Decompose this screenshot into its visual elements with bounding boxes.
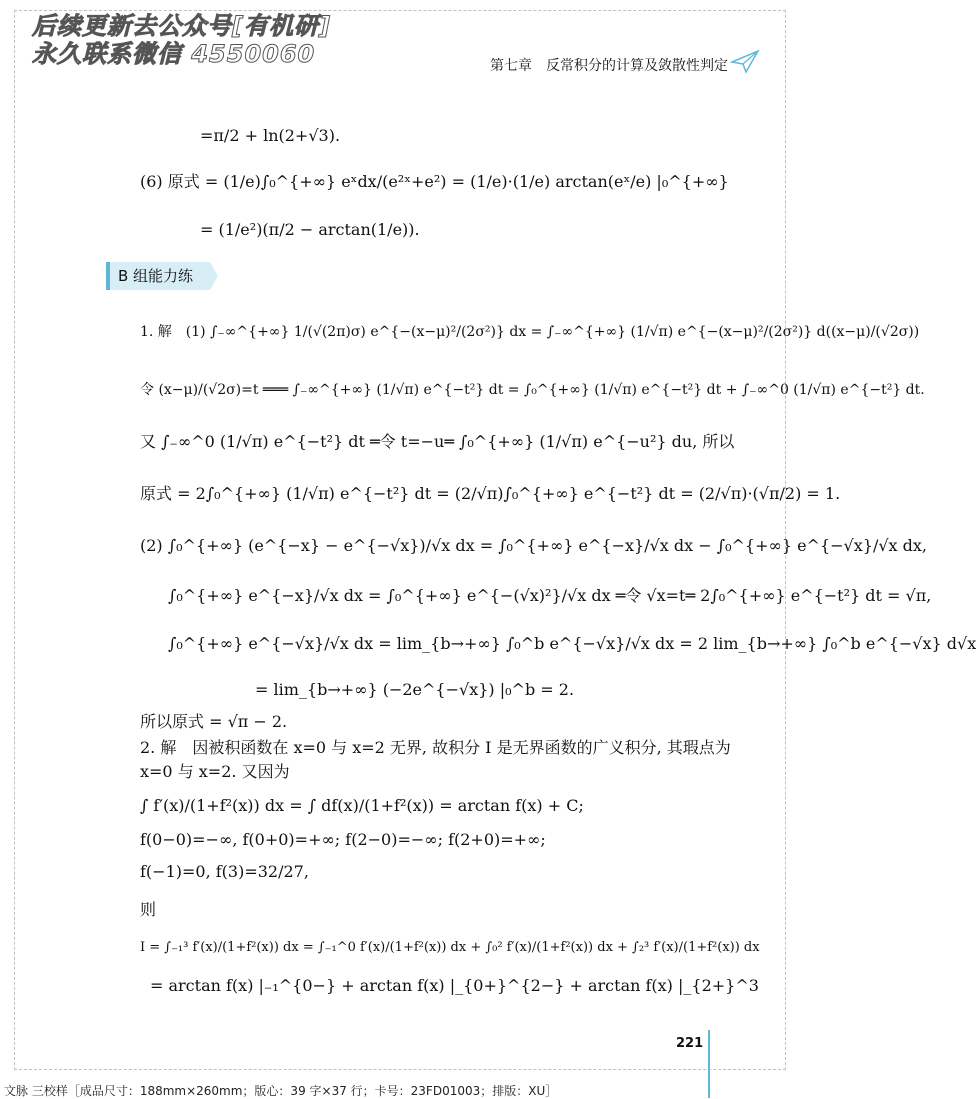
line-20: = arctan f(x) |₋₁^{0−} + arctan f(x) |_{0+}^{2−} + arctan f(x) |_{2+}^3: [150, 976, 759, 995]
line-19: I = ∫₋₁³ f′(x)/(1+f²(x)) dx = ∫₋₁^0 f′(x)/(1+f²(x)) dx + ∫₀² f′(x)/(1+f²(x)) dx + ∫₂³ f′(x)/(1+f²(x)) dx: [140, 940, 760, 955]
line-05: 令 (x−μ)/(√2σ)=t ═══ ∫₋∞^{+∞} (1/√π) e^{−t²} dt = ∫₀^{+∞} (1/√π) e^{−t²} dt + ∫₋∞^0 (1/√π) e^{−t²} dt.: [140, 382, 925, 398]
paper-plane-icon: [730, 48, 760, 74]
line-09: ∫₀^{+∞} e^{−x}/√x dx = ∫₀^{+∞} e^{−(√x)²}/√x dx ═令 √x=t═ 2∫₀^{+∞} e^{−t²} dt = √π,: [168, 586, 932, 605]
line-16: f(0−0)=−∞, f(0+0)=+∞; f(2−0)=−∞; f(2+0)=+∞;: [140, 830, 546, 849]
line-15: ∫ f′(x)/(1+f²(x)) dx = ∫ df(x)/(1+f²(x)) = arctan f(x) + C;: [140, 796, 584, 815]
line-12: 所以原式 = √π − 2.: [140, 712, 288, 731]
line-03: = (1/e²)(π/2 − arctan(1/e)).: [200, 220, 420, 239]
page-number: 221: [676, 1036, 704, 1051]
watermark-line-2: 永久联系微信 4550060: [32, 40, 316, 68]
line-02: (6) 原式 = (1/e)∫₀^{+∞} eˣdx/(e²ˣ+e²) = (1/e)·(1/e) arctan(eˣ/e) |₀^{+∞}: [140, 172, 729, 191]
section-label: B 组能力练: [106, 262, 210, 290]
line-14: x=0 与 x=2. 又因为: [140, 762, 290, 781]
print-footer: 文脉 三校样［成品尺寸：188mm×260mm；版心：39 字×37 行；卡号：23FD01003；排版：XU］: [4, 1084, 558, 1098]
line-17: f(−1)=0, f(3)=32/27,: [140, 862, 309, 881]
line-01: =π/2 + ln(2+√3).: [200, 126, 341, 145]
watermark-line-1: 后续更新去公众号[有机研]: [32, 12, 331, 40]
line-04: 1. 解 (1) ∫₋∞^{+∞} 1/(√(2π)σ) e^{−(x−μ)²/(2σ²)} dx = ∫₋∞^{+∞} (1/√π) e^{−(x−μ)²/(2σ²)} d((x−μ)/(√2σ)): [140, 324, 920, 340]
line-08: (2) ∫₀^{+∞} (e^{−x} − e^{−√x})/√x dx = ∫₀^{+∞} e^{−x}/√x dx − ∫₀^{+∞} e^{−√x}/√x dx,: [140, 536, 927, 555]
line-13: 2. 解 因被积函数在 x=0 与 x=2 无界, 故积分 I 是无界函数的广义积分, 其瑕点为: [140, 738, 731, 757]
line-10: ∫₀^{+∞} e^{−√x}/√x dx = lim_{b→+∞} ∫₀^b e^{−√x}/√x dx = 2 lim_{b→+∞} ∫₀^b e^{−√x} d√x: [168, 634, 976, 653]
line-06: 又 ∫₋∞^0 (1/√π) e^{−t²} dt ═令 t=−u═ ∫₀^{+∞} (1/√π) e^{−u²} du, 所以: [140, 432, 735, 451]
line-07: 原式 = 2∫₀^{+∞} (1/√π) e^{−t²} dt = (2/√π)∫₀^{+∞} e^{−t²} dt = (2/√π)·(√π/2) = 1.: [140, 484, 841, 503]
line-18: 则: [140, 900, 157, 919]
margin-rule: [708, 1030, 710, 1098]
line-11: = lim_{b→+∞} (−2e^{−√x}) |₀^b = 2.: [255, 680, 575, 699]
chapter-header: 第七章 反常积分的计算及敛散性判定: [490, 58, 728, 74]
